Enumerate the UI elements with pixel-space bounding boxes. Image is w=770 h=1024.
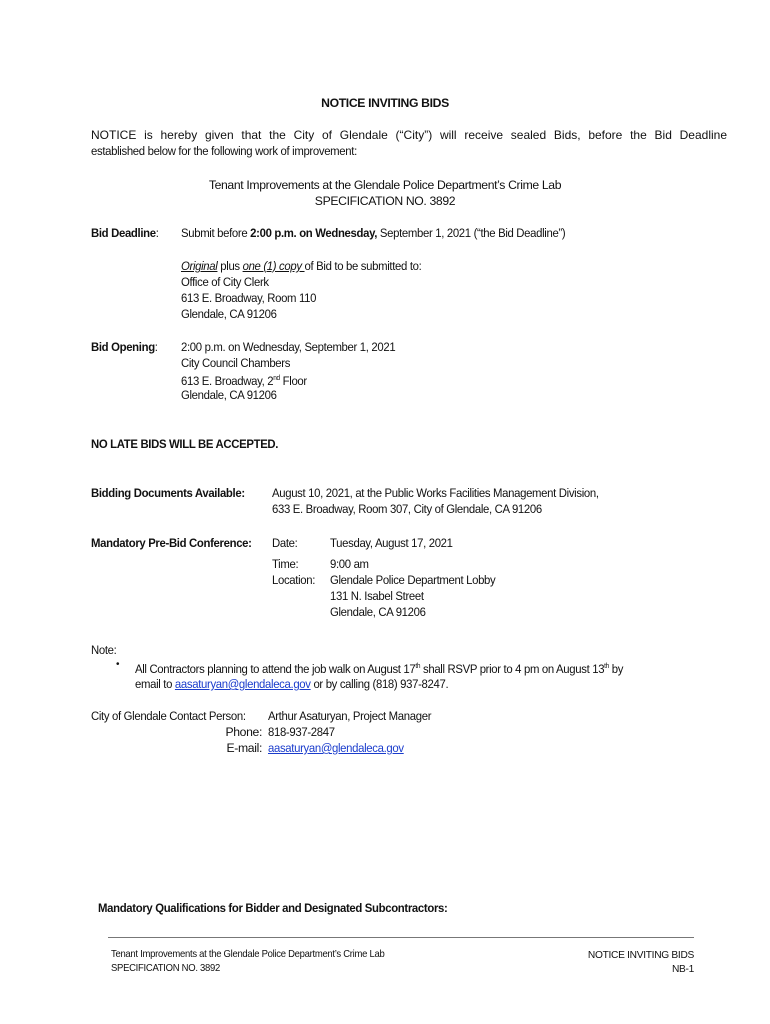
contact-phone-label: Phone: [225,725,262,739]
note-label: Note: [91,643,117,657]
bid-opening-city: Glendale, CA 91206 [181,388,277,402]
project-spec: SPECIFICATION NO. 3892 [314,194,456,208]
prebid-date-label: Date: [272,536,298,550]
contact-email-link[interactable]: aasaturyan@glendaleca.gov [268,741,404,755]
bid-submission-copies: Original plus one (1) copy of Bid to be submitted to: [181,259,422,273]
project-name: Tenant Improvements at the Glendale Police Department’s Crime Lab [208,178,562,192]
bid-opening-label: Bid Opening: [91,340,158,354]
footer-spec: SPECIFICATION NO. 3892 [111,963,220,974]
prebid-conference-label: Mandatory Pre-Bid Conference: [91,536,252,550]
bid-opening-address: 613 E. Broadway, 2nd Floor [181,374,307,389]
note-line-1: All Contractors planning to attend the job walk on August 17th shall RSVP prior to 4 pm on August 13th by [135,662,624,677]
bid-office: Office of City Clerk [181,275,269,289]
prebid-date: Tuesday, August 17, 2021 [330,536,453,550]
contact-name: Arthur Asaturyan, Project Manager [268,709,432,723]
footer-doc-title: NOTICE INVITING BIDS [587,950,694,961]
bid-office-address-2: Glendale, CA 91206 [181,307,277,321]
bid-office-address-1: 613 E. Broadway, Room 110 [181,291,317,305]
bid-opening-when: 2:00 p.m. on Wednesday, September 1, 2021 [181,340,396,354]
bidding-documents-label: Bidding Documents Available: [91,486,245,500]
footer-divider [108,937,694,938]
prebid-location-label: Location: [272,573,316,587]
bid-opening-place: City Council Chambers [181,356,291,370]
prebid-time-label: Time: [272,557,299,571]
note-email-link[interactable]: aasaturyan@glendaleca.gov [174,677,311,691]
footer-project-name: Tenant Improvements at the Glendale Police Department’s Crime Lab [111,949,385,960]
intro-line-1: NOTICE is hereby given that the City of Glendale (“City”) will receive sealed Bids, before the Bid Deadline [91,128,727,142]
bidding-documents-line-1: August 10, 2021, at the Public Works Facilities Management Division, [272,486,599,500]
prebid-time: 9:00 am [330,557,369,571]
qualifications-heading: Mandatory Qualifications for Bidder and Designated Subcontractors: [98,901,448,915]
prebid-location-3: Glendale, CA 91206 [330,605,426,619]
contact-email-label: E-mail: [226,741,262,755]
prebid-location-2: 131 N. Isabel Street [330,589,424,603]
footer-page-number: NB-1 [671,964,694,975]
contact-phone: 818-937-2847 [268,725,335,739]
contact-label: City of Glendale Contact Person: [91,709,246,723]
bullet-icon: • [116,659,120,670]
no-late-bids-notice: NO LATE BIDS WILL BE ACCEPTED. [91,437,279,451]
bid-deadline-value: Submit before 2:00 p.m. on Wednesday, September 1, 2021 (“the Bid Deadline”) [181,226,566,240]
note-line-2: email to aasaturyan@glendaleca.gov or by calling (818) 937-8247. [135,677,449,691]
intro-line-2: established below for the following work of improvement: [91,144,357,158]
bid-deadline-label: Bid Deadline: [91,226,159,240]
page-title: NOTICE INVITING BIDS [321,96,449,110]
bidding-documents-line-2: 633 E. Broadway, Room 307, City of Glendale, CA 91206 [272,502,542,516]
prebid-location-1: Glendale Police Department Lobby [330,573,496,587]
